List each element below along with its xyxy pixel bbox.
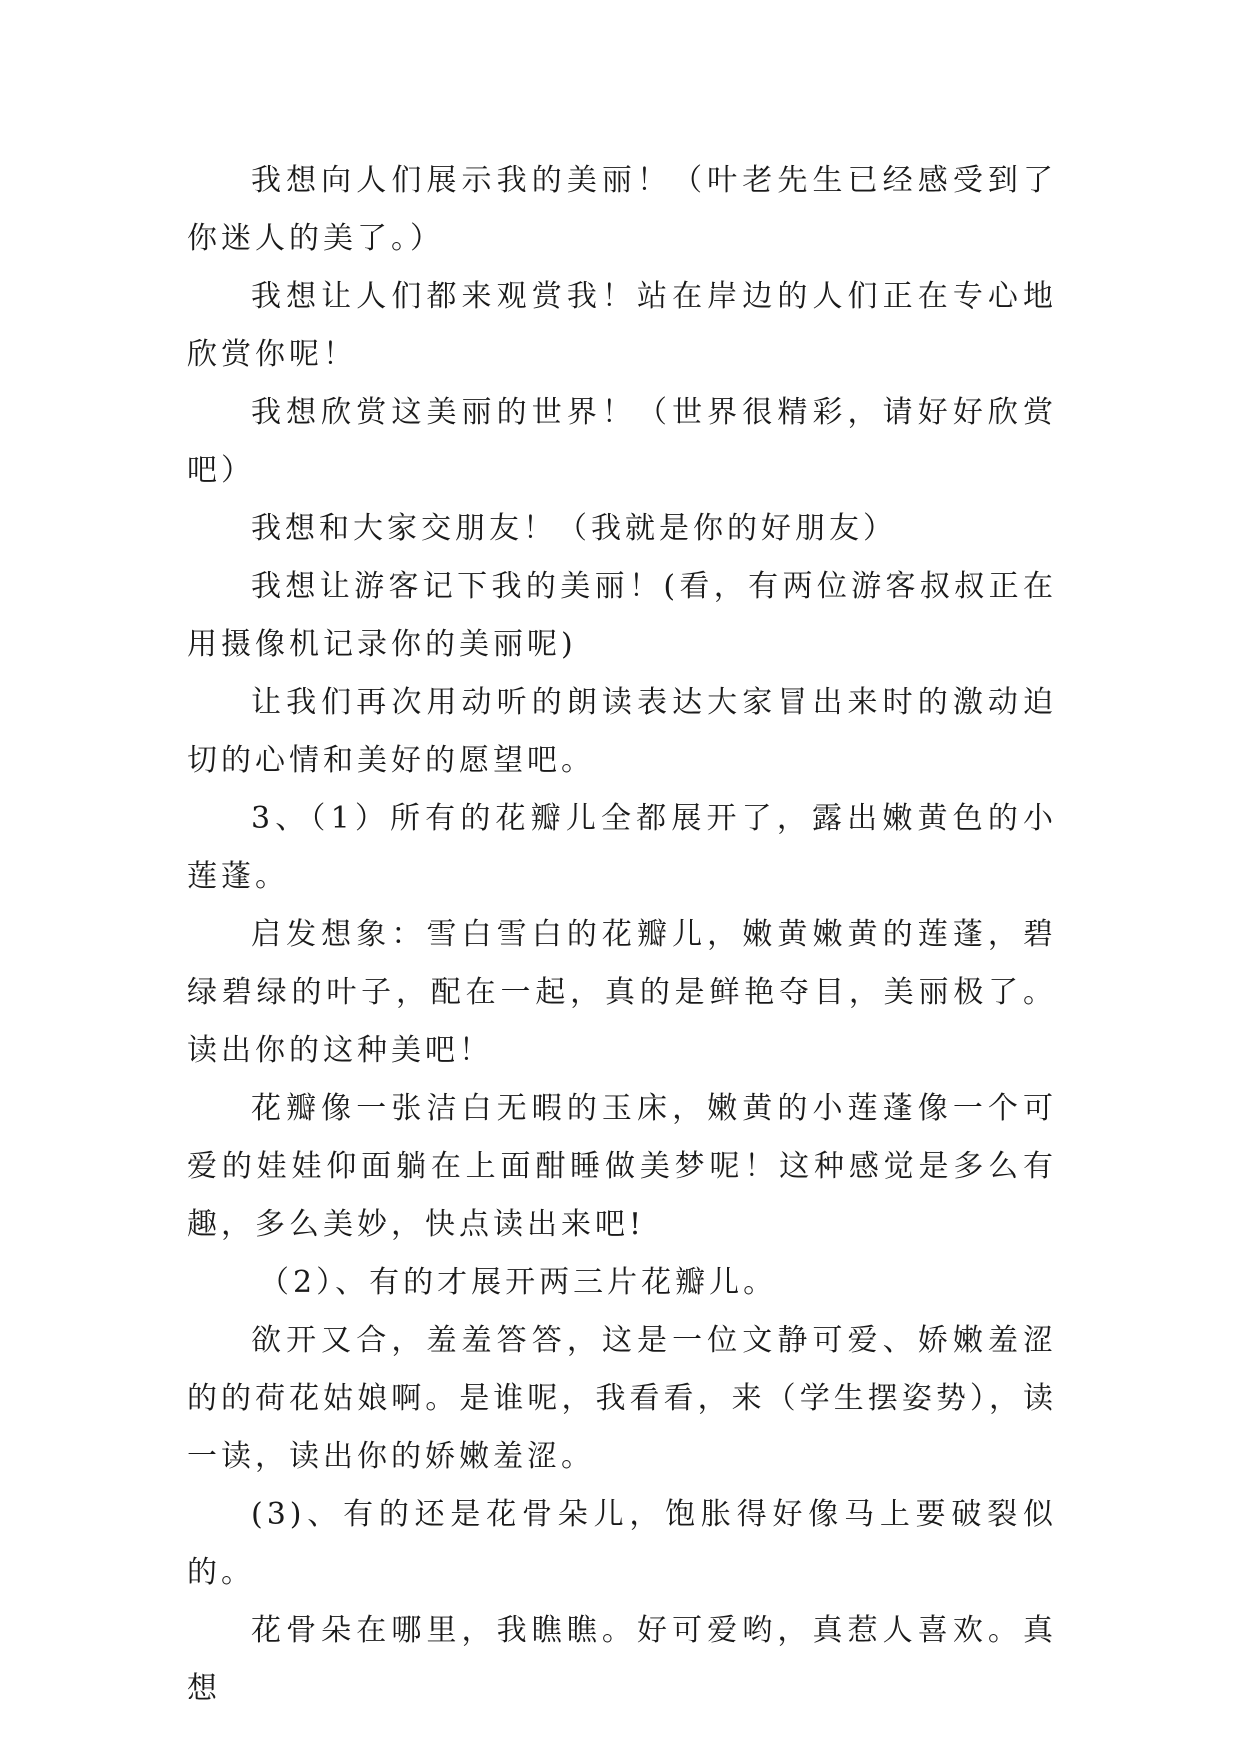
- paragraph-section-2: （2）、有的才展开两三片花瓣儿。: [259, 1265, 778, 1300]
- paragraph-display-beauty: 我想向人们展示我的美丽！（叶老先生已经感受到了你迷人的美了。）: [187, 163, 1057, 256]
- paragraph-make-friends: 我想和大家交朋友！（我就是你的好朋友）: [251, 511, 897, 546]
- paragraph-imagination: 启发想象：雪白雪白的花瓣儿，嫩黄嫩黄的莲蓬，碧绿碧绿的叶子，配在一起，真的是鲜艳夺目，美丽极了。读出你的这种美吧！: [187, 917, 1057, 1068]
- document-body: [187, 152, 1057, 1718]
- paragraph-section-3: (3)、有的还是花骨朵儿，饱胀得好像马上要破裂似的。: [187, 1497, 1057, 1590]
- paragraph-flower-bud: 花骨朵在哪里，我瞧瞧。好可爱哟，真惹人喜欢。真想: [187, 1613, 1057, 1706]
- paragraph-admire-me: 我想让人们都来观赏我！站在岸边的人们正在专心地欣赏你呢！: [187, 279, 1057, 372]
- paragraph-tourists-record: 我想让游客记下我的美丽！(看，有两位游客叔叔正在用摄像机记录你的美丽呢): [187, 569, 1057, 662]
- paragraph-read-again: 让我们再次用动听的朗读表达大家冒出来时的激动迫切的心情和美好的愿望吧。: [187, 685, 1057, 778]
- paragraph-admire-world: 我想欣赏这美丽的世界！（世界很精彩，请好好欣赏吧）: [187, 395, 1057, 488]
- paragraph-jade-bed: 花瓣像一张洁白无暇的玉床，嫩黄的小莲蓬像一个可爱的娃娃仰面躺在上面酣睡做美梦呢！这种感觉是多么有趣，多么美妙，快点读出来吧!: [187, 1091, 1057, 1242]
- paragraph-shy-lotus: 欲开又合，羞羞答答，这是一位文静可爱、娇嫩羞涩的的荷花姑娘啊。是谁呢，我看看，来（学生摆姿势），读一读，读出你的娇嫩羞涩。: [187, 1323, 1057, 1474]
- paragraph-section-3-1: 3、（1）所有的花瓣儿全都展开了，露出嫩黄色的小莲蓬。: [187, 801, 1057, 894]
